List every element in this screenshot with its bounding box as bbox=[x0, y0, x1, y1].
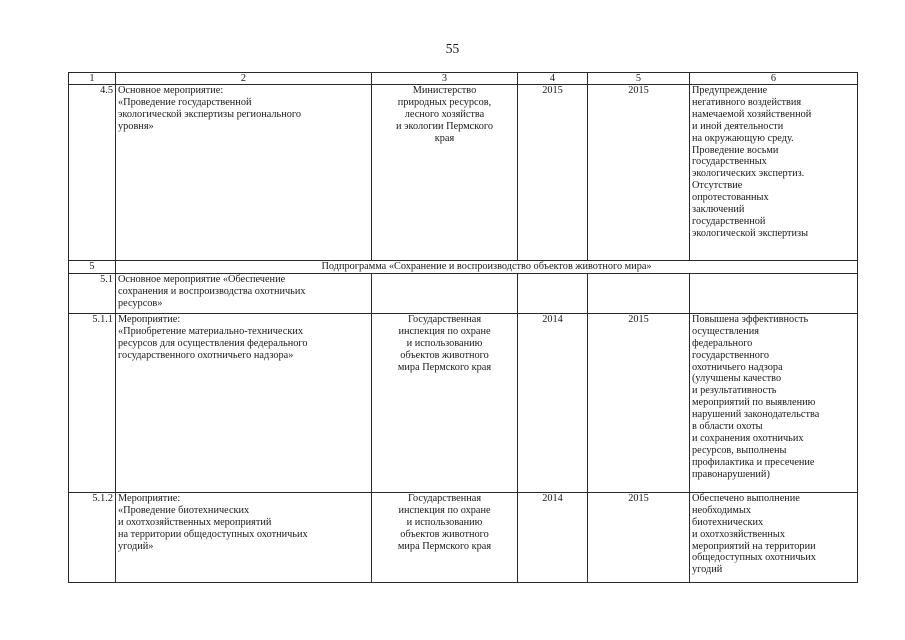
column-header: 2 bbox=[116, 73, 372, 85]
result-cell bbox=[690, 273, 858, 313]
end-year-cell: 2015 bbox=[588, 492, 690, 582]
column-header: 1 bbox=[69, 73, 116, 85]
activity-cell: Мероприятие: «Проведение биотехнических и охотхозяйственных мероприятий на территории общедоступных охотничьих угодий» bbox=[116, 492, 372, 582]
column-header: 4 bbox=[518, 73, 588, 85]
table-row bbox=[69, 313, 858, 492]
subprogram-number: 5 bbox=[69, 261, 116, 274]
result-cell: Повышена эффективность осуществления федерального государственного охотничьего надзора (улучшены качество и результативность мероприятий по выявлению нарушений законодательства в области охоты и сохранения охотничьих ресурсов, выполнены профилактика и пресечение правонарушений) bbox=[690, 313, 858, 492]
row-number: 5.1 bbox=[69, 273, 116, 313]
executor-cell: Министерство природных ресурсов, лесного хозяйства и экологии Пермского края bbox=[372, 85, 518, 261]
start-year-cell bbox=[518, 273, 588, 313]
column-header: 3 bbox=[372, 73, 518, 85]
activity-cell: Мероприятие: «Приобретение материально-технических ресурсов для осуществления федерального государственного охотничьего надзора» bbox=[116, 313, 372, 492]
activity-cell: Основное мероприятие «Обеспечение сохранения и воспроизводства охотничьих ресурсов» bbox=[116, 273, 372, 313]
column-header: 5 bbox=[588, 73, 690, 85]
page-number: 55 bbox=[445, 41, 460, 56]
start-year-cell: 2014 bbox=[518, 313, 588, 492]
end-year-cell: 2015 bbox=[588, 85, 690, 261]
subprogram-row bbox=[69, 261, 858, 274]
column-header: 6 bbox=[690, 73, 858, 85]
start-year-cell: 2015 bbox=[518, 85, 588, 261]
start-year-cell: 2014 bbox=[518, 492, 588, 582]
result-cell: Предупреждение негативного воздействия намечаемой хозяйственной и иной деятельности на окружающую среду. Проведение восьми государственных экологических экспертиз. Отсутствие опротестованных заключений государственной экологической экспертизы bbox=[690, 85, 858, 261]
row-number: 4.5 bbox=[69, 85, 116, 261]
executor-cell: Государственная инспекция по охране и использованию объектов животного мира Пермского края bbox=[372, 492, 518, 582]
subprogram-title: Подпрограмма «Сохранение и воспроизводство объектов животного мира» bbox=[116, 261, 858, 274]
table-row bbox=[69, 492, 858, 582]
program-table bbox=[68, 72, 858, 583]
table-row bbox=[69, 85, 858, 261]
executor-cell bbox=[372, 273, 518, 313]
row-number: 5.1.2 bbox=[69, 492, 116, 582]
activity-cell: Основное мероприятие: «Проведение государственной экологической экспертизы регионального уровня» bbox=[116, 85, 372, 261]
executor-cell: Государственная инспекция по охране и использованию объектов животного мира Пермского края bbox=[372, 313, 518, 492]
end-year-cell: 2015 bbox=[588, 313, 690, 492]
row-number: 5.1.1 bbox=[69, 313, 116, 492]
table-row bbox=[69, 273, 858, 313]
result-cell: Обеспечено выполнение необходимых биотехнических и охотхозяйственных мероприятий на территории общедоступных охотничьих угодий bbox=[690, 492, 858, 582]
end-year-cell bbox=[588, 273, 690, 313]
table-header-row bbox=[69, 73, 858, 85]
